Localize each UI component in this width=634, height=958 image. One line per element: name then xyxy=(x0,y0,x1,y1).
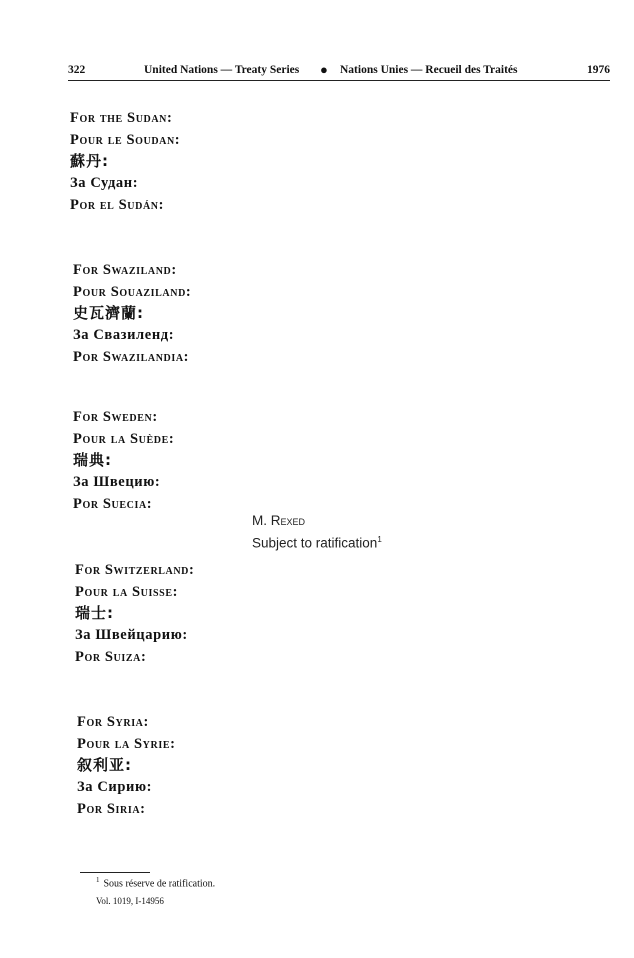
label-en: For Syria: xyxy=(77,714,149,730)
page-number: 322 xyxy=(68,64,86,76)
label-en: For the Sudan: xyxy=(70,110,173,126)
label-ru: За Швейцарию: xyxy=(75,627,188,644)
label-es: Por Suecia: xyxy=(73,495,153,512)
label-en: For Swaziland: xyxy=(73,262,177,278)
volume-reference: Vol. 1019, I-14956 xyxy=(96,896,164,906)
label-en: For Sweden: xyxy=(73,409,158,425)
label-en: For Switzerland: xyxy=(75,562,195,578)
label-es: Por el Sudán: xyxy=(70,196,165,213)
running-header xyxy=(68,62,610,81)
label-zh: 蘇丹: xyxy=(70,152,109,171)
label-fr: Pour la Syrie: xyxy=(77,735,176,752)
label-ru: За Судан: xyxy=(70,175,139,192)
signatory-block-sudan xyxy=(70,108,180,216)
footnote-mark: 1 xyxy=(96,876,100,884)
ratification-note: Subject to ratification$^1$ xyxy=(252,535,382,551)
label-ru: За Свазиленд: xyxy=(73,327,175,344)
series-title-en: United Nations — Treaty Series xyxy=(144,64,300,76)
signatory-block-swaziland xyxy=(73,260,191,368)
label-fr: Pour la Suisse: xyxy=(75,583,179,600)
label-fr: Pour Souaziland: xyxy=(73,283,192,300)
header-year: 1976 xyxy=(587,64,610,76)
label-es: Por Swazilandia: xyxy=(73,348,190,365)
label-zh: 瑞典: xyxy=(73,451,112,470)
label-zh: 瑞士: xyxy=(75,604,114,623)
label-fr: Pour la Suède: xyxy=(73,430,175,447)
footnote-text: Sous réserve de ratification. xyxy=(103,878,216,890)
label-fr: Pour le Soudan: xyxy=(70,131,181,148)
label-zh: 叙利亚: xyxy=(77,756,132,775)
label-ru: За Сирию: xyxy=(77,779,153,796)
signatory-block-syria xyxy=(77,712,176,820)
label-ru: За Швецию: xyxy=(73,474,161,491)
signatory-block-sweden xyxy=(73,407,174,515)
series-title-fr: Nations Unies — Recueil des Traités xyxy=(340,64,518,76)
header-bullet: ● xyxy=(320,62,328,77)
footnote-rule xyxy=(80,872,150,873)
signatory-name: M. Rexed xyxy=(252,513,306,528)
label-es: Por Suiza: xyxy=(75,648,147,665)
signatory-block-switzerland xyxy=(75,560,194,668)
footnote-reference: 1 xyxy=(377,535,382,544)
label-zh: 史瓦濟蘭: xyxy=(73,304,144,323)
signature-block xyxy=(252,511,382,549)
label-es: Por Siria: xyxy=(77,800,146,817)
footnote xyxy=(96,876,215,889)
